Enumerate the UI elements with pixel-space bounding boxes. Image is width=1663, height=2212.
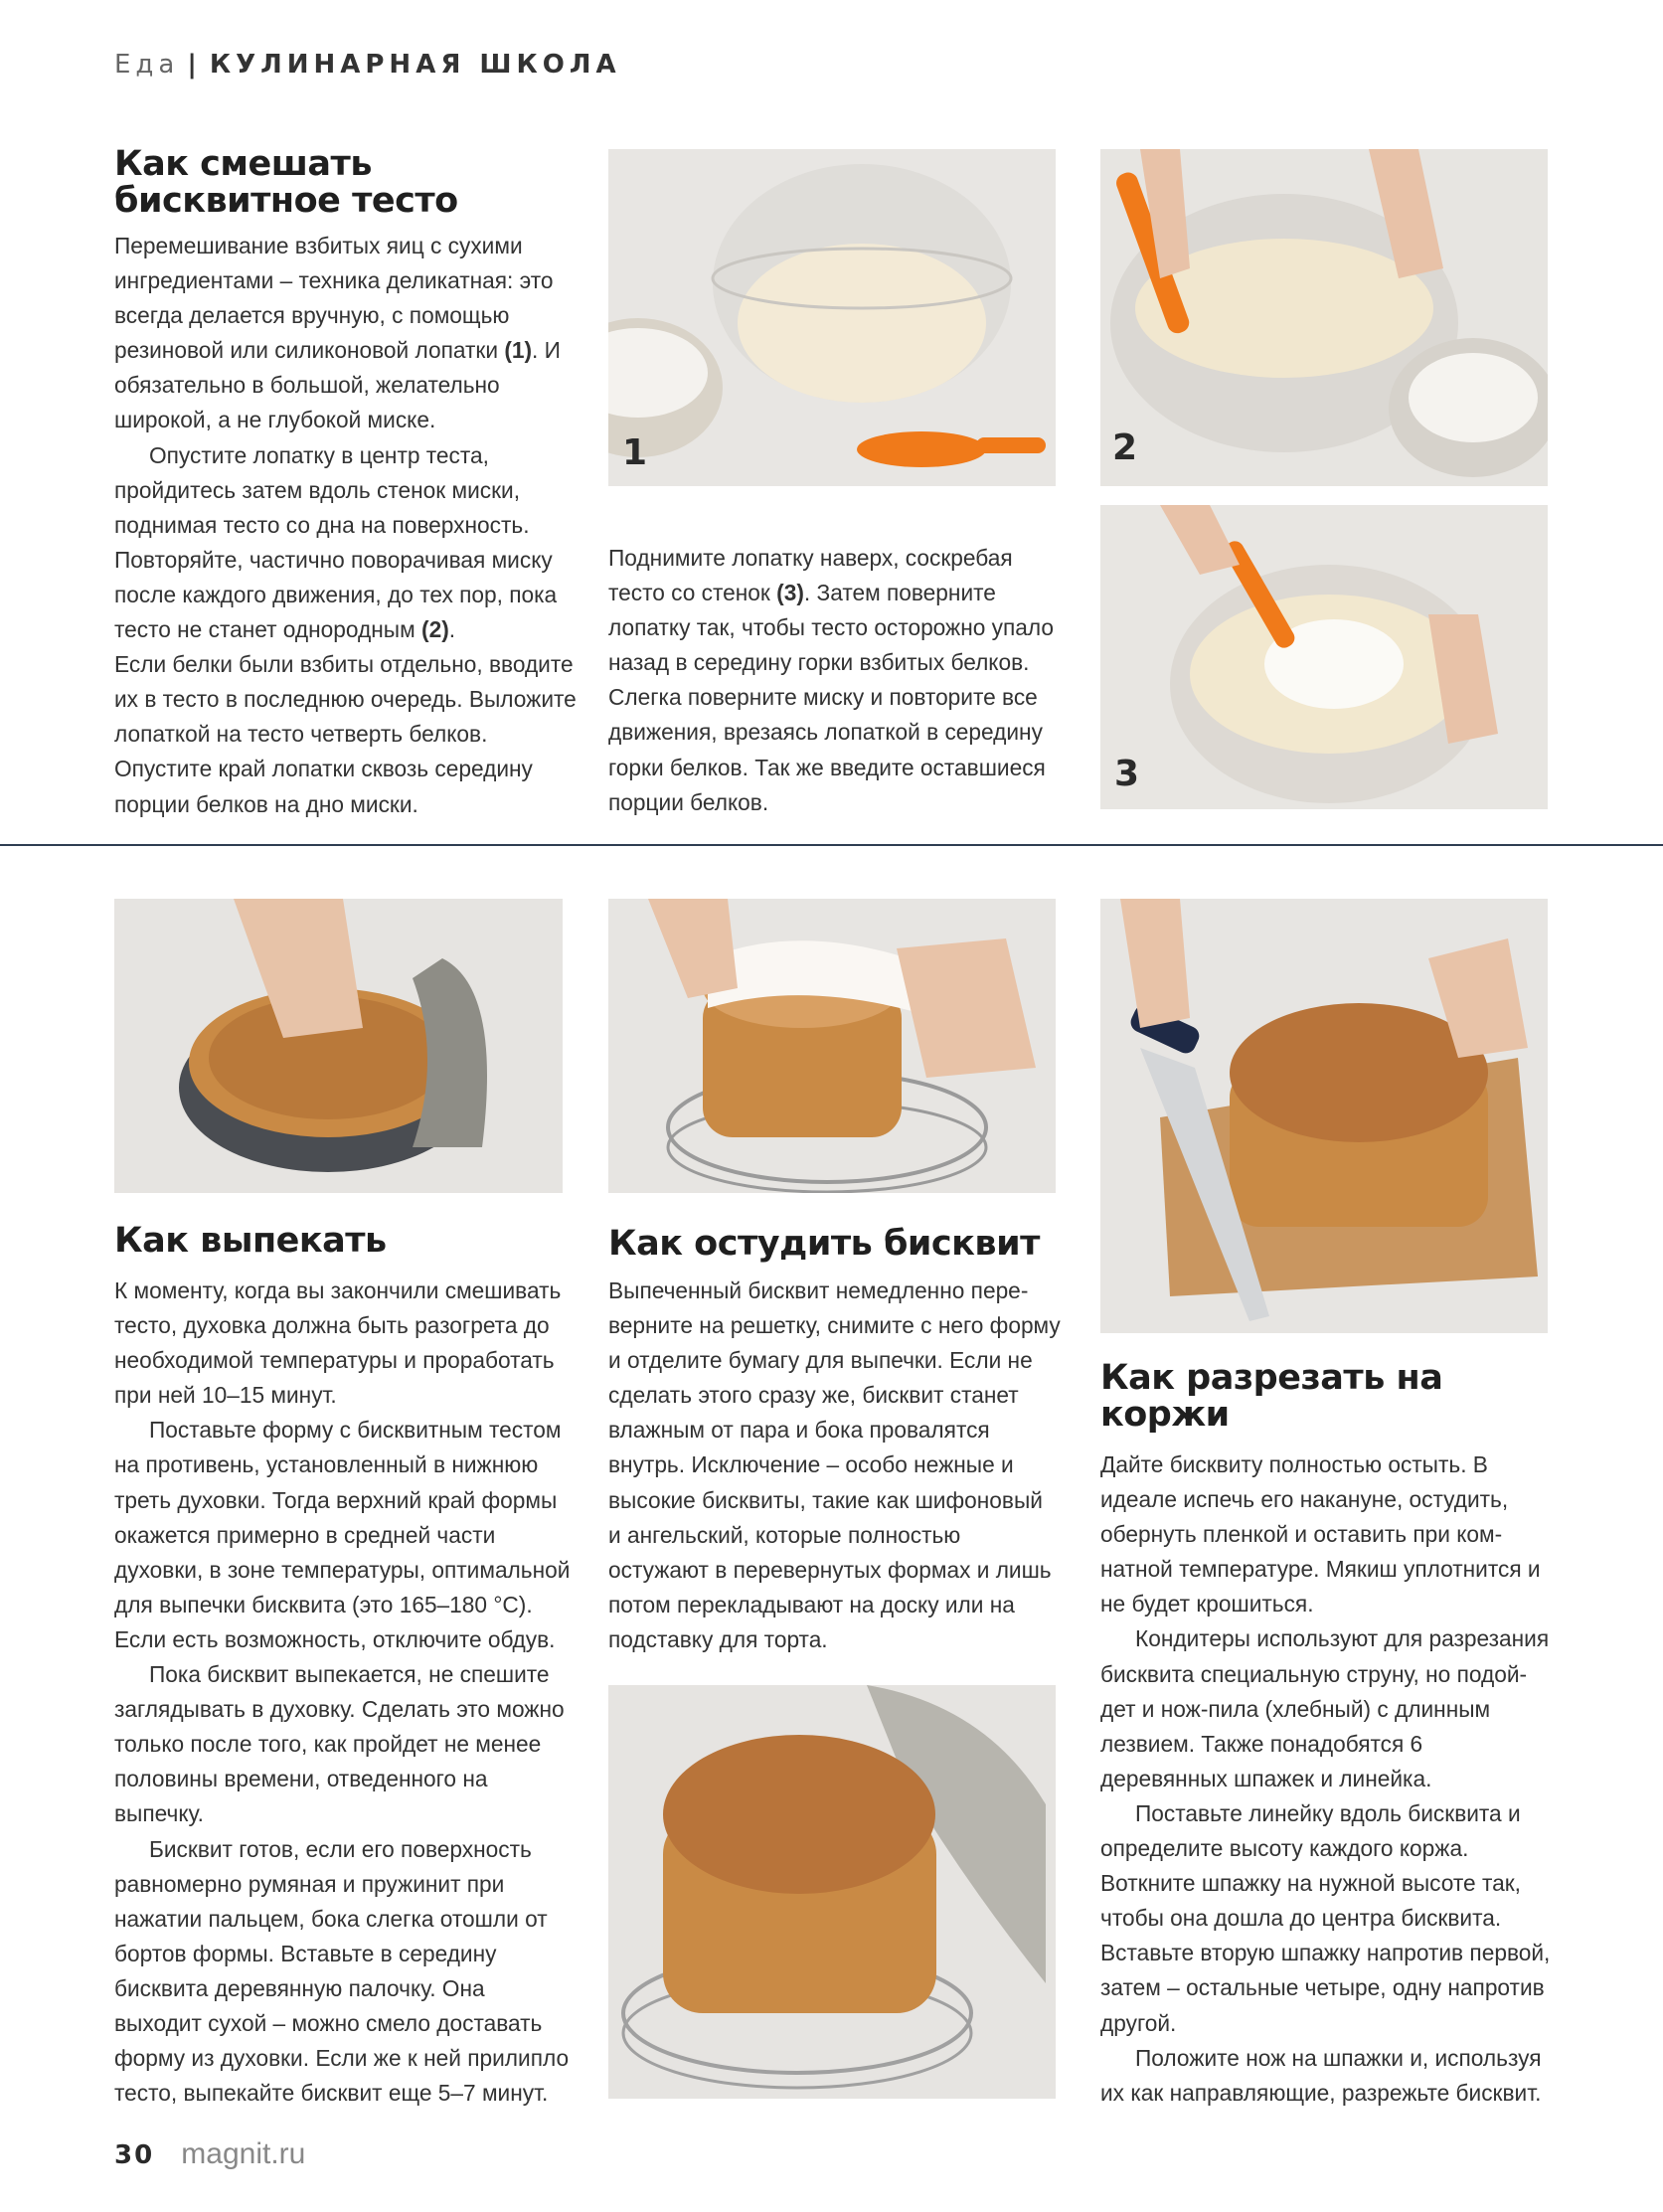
bake-title: Как выпекать xyxy=(114,1221,387,1261)
photo-cake-in-tin xyxy=(114,899,563,1193)
photo-cake-on-rack xyxy=(608,1685,1056,2099)
cut-paragraph-3: Поставьте линейку вдоль бисквита и определите высоту каждого коржа. Воткните шпажку на нужной высоте так, чтобы она дошла до центра бисквита. Вставьте вторую шпажку напротив первой, затем – остальные четыре, одну напротив другой. xyxy=(1100,1799,1551,2036)
bake-paragraph-1: К моменту, когда вы закончили смешивать тесто, духовка должна быть разогрета до необходимой температуры и проработать при ней 10–15 минут. xyxy=(114,1277,562,1409)
mix-text-col1 xyxy=(114,229,582,822)
mix-text-col2 xyxy=(608,541,1056,820)
photo-label-1: 1 xyxy=(622,432,648,473)
photo-label-3: 3 xyxy=(1114,754,1140,794)
photo-cutting-cake xyxy=(1100,899,1548,1333)
cut-text xyxy=(1100,1447,1553,2111)
photo-label-2: 2 xyxy=(1112,427,1138,468)
photo-folding-dough xyxy=(1100,149,1548,486)
photo-adding-whites xyxy=(1100,505,1548,809)
running-header: Еда | КУЛИНАРНАЯ ШКОЛА xyxy=(114,50,621,80)
cool-title: Как остудить бисквит xyxy=(608,1224,1040,1264)
page-footer xyxy=(114,2137,305,2171)
mix-title: Как смешать бисквитное тесто xyxy=(114,144,458,221)
cut-title: Как разрезать на коржи xyxy=(1100,1358,1443,1435)
section-divider xyxy=(0,844,1663,846)
mix-paragraph-2: Опустите лопатку в центр теста, пройдитесь затем вдоль стенок миски, поднимая тесто со дна на поверхность. Повторяйте, частично поворачивая миску после каждого движения, до тех пор, пока тесто не станет однородным (2). xyxy=(114,441,558,643)
cut-paragraph-4: Положите нож на шпажки и, используя их как направляющие, разрежьте бисквит. xyxy=(1100,2044,1542,2106)
mix-paragraph-1: Перемешивание взбитых яиц с сухими ингредиентами – техника деликатная: это всегда делается вручную, с помощью резиновой или силиконовой лопатки (1). И обязательно в большой, желательно широкой, а не глубокой миске. xyxy=(114,233,561,433)
mix-paragraph-3: Если белки были взбиты отдельно, вводите их в тесто в последнюю очередь. Выложите лопаткой на тесто четверть белков. Опустите край лопатки сквозь середину порции белков на дно миски. xyxy=(114,651,577,817)
bake-paragraph-4: Бисквит готов, если его поверхность равномерно румяная и пружинит при нажатии пальцем, бока слегка отошли от бортов формы. Вставьте в середину бисквита деревянную палочку. Она выходит сухой – можно смело доставать форму из духовки. Если же к ней прилипло тесто, выпекайте бисквит еще 5–7 минут. xyxy=(114,1835,570,2107)
cut-paragraph-1: Дайте бисквиту полностью остыть. В идеале испечь его накануне, остудить, обернуть пленкой и оставить при комнатной температуре. Мякиш уплотнится и не будет крошиться. xyxy=(1100,1451,1541,1617)
page-number: 30 xyxy=(114,2140,155,2170)
site-link[interactable]: magnit.ru xyxy=(181,2137,306,2170)
cool-paragraph-1: Выпеченный бисквит немедленно переверните на решетку, снимите с него форму и отделите бумагу для выпечки. Если не сделать этого сразу же, бисквит станет влажным от пара и бока провалятся внутрь. Исключение – особо нежные и высокие бисквиты, такие как шифоновый и ангельский, которые полностью остужают в перевернутых формах и лишь потом перекладывают на доску или на подставку для торта. xyxy=(608,1277,1061,1652)
bake-paragraph-2: Поставьте форму с бисквитным тестом на противень, установленный в нижнюю треть духовки. Тогда верхний край формы окажется примерно в средней части духовки, в зоне температуры, оптимальной для выпечки бисквита (это 165–180 °С). Если есть возможность, отключите обдув. xyxy=(114,1417,571,1652)
section-name: Еда xyxy=(114,50,180,80)
category-name: КУЛИНАРНАЯ ШКОЛА xyxy=(209,50,621,80)
mix-paragraph-4: Поднимите лопатку наверх, соскребая тесто со стенок (3). Затем поверните лопатку так, чтобы тесто осторожно упало назад в середину горки взбитых белков. Слегка поверните миску и повторите все движения, врезаясь лопаткой в середину горки белков. Так же введите оставшиеся порции белков. xyxy=(608,545,1055,815)
cool-text xyxy=(608,1274,1061,1657)
bake-paragraph-3: Пока бисквит выпекается, не спешите заглядывать в духовку. Сделать это можно только после того, как пройдет не менее половины времени, отведенного на выпечку. xyxy=(114,1661,565,1827)
photo-peeling-paper xyxy=(608,899,1056,1193)
cut-paragraph-2: Кондитеры используют для разрезания бисквита специальную струну, но подойдет и нож-пила (хлебный) с длинным лезвием. Также понадобятся 6 деревянных шпажек и линейка. xyxy=(1100,1625,1550,1791)
photo-bowl-flour-spatula xyxy=(608,149,1056,486)
bake-text xyxy=(114,1274,572,2111)
